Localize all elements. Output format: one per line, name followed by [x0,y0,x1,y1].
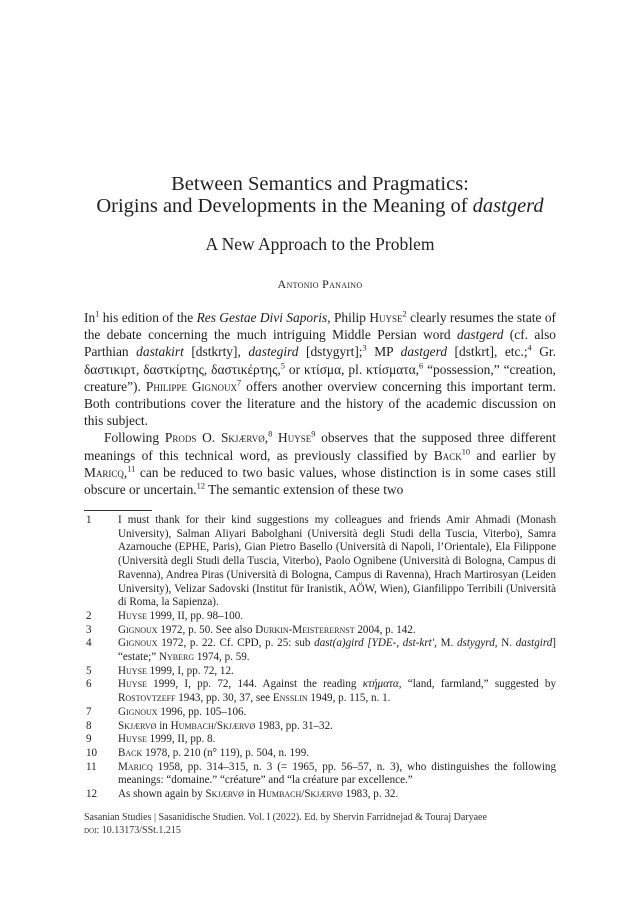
author-name: Humbach/Skjærvø [258,788,343,801]
italic-term: dastgerd [400,344,448,360]
author-name: Maricq [118,760,153,773]
journal-citation: Sasanian Studies | Sasanidische Studien. Vol. I (2022). Ed. by Shervin Farridnejad & Touraj Daryaee [84,812,487,823]
text: As shown again by [118,788,206,801]
page-footer [84,811,487,837]
text: ] “estate;” [118,637,556,664]
text: can be reduced to two basic values, whose distinction is in some cases still obscure or uncertain. [84,464,556,498]
text: 1943, pp. 30, 37, see [175,692,273,705]
text: 1949, p. 115, n. 1. [307,692,391,705]
footnote-text [118,788,556,802]
author-name: Prods O. Skjærvø [164,430,265,446]
text: clearly resumes the state of the debate concerning the much intriguing Middle Persian word [84,310,556,343]
text: The semantic extension of these two [204,482,404,498]
author-name: Huyse [118,678,147,691]
italic-term: dstygyrd [456,637,495,650]
text: 1999, II, pp. 8. [146,733,216,746]
author-name: Gignoux [118,637,158,650]
footnote-text [118,665,556,679]
text: 1972, p. 22. Cf. CPD, p. 25: sub [157,637,315,650]
italic-term: κτήματα [362,678,399,691]
footnote-number: 1 [86,514,92,526]
author: Antonio Panaino [277,277,363,291]
author-name: Gignoux [118,623,158,636]
footnote-text [118,514,556,610]
footnote-text [118,610,556,624]
footnote-number: 8 [86,719,92,732]
footnote-number: 7 [86,705,92,718]
footnote-number: 2 [86,609,92,622]
author-name: Huyse [118,733,147,746]
footnote-7 [84,706,556,720]
text: 1983, p. 32. [342,788,399,801]
footnote-12 [84,788,556,802]
text: Gr. δαστικιρτ, δαστκίρτης, δαστικέρτης, [84,344,556,377]
footnote-text [118,706,556,720]
text: [dstygyrt]; [298,344,363,360]
title-italic-term: dastgerd [472,195,544,217]
doi-value[interactable]: : 10.13173/SSt.1.215 [96,825,181,836]
author-name: Skjærvø [118,719,157,732]
footnote-8 [84,720,556,734]
author-name: Humbach/Skjærvø [170,719,256,732]
body-text [84,309,556,498]
title-line-2 [0,195,640,217]
text: 1958, pp. 314–315, n. 3 (= 1965, pp. 56–57, n. 3), who distinguishes the following meanings: “domaine.” “créature” and “la créature par excellence.” [118,760,556,787]
italic-term: dastgerd [457,327,504,343]
footnote-number: 10 [86,746,98,759]
text: 1999, I, pp. 72, 144. Against the reading [146,678,363,691]
text: 1999, I, pp. 72, 12. [146,664,234,677]
text: 1974, p. 59. [194,651,250,664]
text: and earlier by [470,447,556,463]
footnote-9 [84,733,556,747]
footnote-ref-7[interactable]: 7 [237,378,242,388]
footnote-11 [84,761,556,788]
italic-term: dastegird [248,344,299,360]
footnote-text [118,720,556,734]
author-name: Huyse [118,664,147,677]
footnote-ref-9[interactable]: 9 [311,429,316,439]
subtitle: A New Approach to the Problem [205,234,435,254]
footnote-ref-3[interactable]: 3 [362,343,367,353]
text: 1999, II, pp. 98–100. [146,609,244,622]
italic-title: Res Gestae Divi Saporis [196,310,328,325]
author-name: Skjærvø [205,788,244,801]
author-name: Maricq [84,464,124,480]
footnote-ref-5[interactable]: 5 [280,361,285,371]
text: 1972, p. 50. See also [157,623,256,636]
footnotes [84,514,556,802]
italic-term: dastgird [515,637,553,650]
footnote-ref-8[interactable]: 8 [268,429,273,439]
footnote-text [118,733,556,747]
doi-label: doi [84,825,97,836]
author-name: Back [433,447,462,463]
footnote-number: 12 [86,788,98,801]
footnote-text [118,624,556,638]
footnote-text [118,761,556,788]
footnote-ref-6[interactable]: 6 [419,361,424,371]
footnote-ref-2[interactable]: 2 [402,309,407,319]
text: in [156,719,171,732]
footnote-separator [84,510,152,511]
author-name: Gignoux [118,705,158,718]
title-line-1: Between Semantics and Pragmatics: [171,173,469,195]
text: MP [366,344,401,360]
text: his edition of the [99,310,197,325]
author-name: Huyse [118,609,147,622]
footnote-ref-1[interactable]: 1 [95,309,100,319]
author-name: Durkin-Meisterernst [255,623,355,636]
text: Following [104,430,165,446]
footnote-ref-12[interactable]: 12 [196,481,205,491]
author-name: Huyse [278,430,312,446]
text: , N. [494,637,516,650]
footnote-text [118,678,556,705]
author-name: Huyse [369,310,403,325]
text: 1983, pp. 31–32. [255,719,333,732]
footnote-number: 9 [86,733,92,746]
text: or κτίσμα, pl. κτίσματα, [284,361,420,377]
footnote-number: 4 [86,637,92,650]
author-name: Rostovtzeff [118,692,176,705]
footnote-10 [84,747,556,761]
footnote-6 [84,678,556,705]
text: I must thank for their kind suggestions my colleagues and friends Amir Ahmadi (Monash University), Salman Aliyari Babolghani (Università degli Studi della Tuscia, Viterbo), Samra Azarnouche (EPHE, Paris), Gian Pietro Basello (Università di Napoli, l’Orientale), Ela Filippone (Università degli Studi della Tuscia, Viterbo), Paolo Ognibene (Università di Bologna, Campus di Ravenna), Andrea Piras (Università di Bologna, Campus di Ravenna), Hrach Martirosyan (Leiden University), Velizar Sadovski (Institut für Iranistik, AÖW, Wien), Gianfilippo Terribili (Università di Roma, la Sapienza). [118,514,556,609]
footnote-ref-10[interactable]: 10 [461,447,471,457]
text: 1996, pp. 105–106. [157,705,247,718]
text: offers another overview concerning this important term. Both contributions cover the literature and the history of the academic discussion on this subject. [84,378,556,429]
text: , [123,464,128,480]
footnote-2 [84,610,556,624]
text: 1978, p. 210 (n° 119), p. 504, n. 199. [142,746,310,759]
footnote-text [118,637,556,664]
footnote-number: 3 [86,623,92,636]
paragraph-1 [84,309,556,429]
paragraph-2 [84,429,556,498]
italic-term: dastakirt [136,344,184,360]
text: 2004, p. 142. [354,623,416,636]
footnote-number: 5 [86,664,92,677]
author-name: Philippe Gignoux [145,378,237,394]
text: (cf. also Parthian [84,327,556,360]
author-name: Ensslin [272,692,308,705]
text: , “land, farmland,” suggested by [398,678,556,691]
footnote-number: 11 [86,760,97,773]
footnote-1 [84,514,556,610]
text: in [243,788,259,801]
footnote-ref-4[interactable]: 4 [527,343,532,353]
footnote-text [118,747,556,761]
text: “possession,” “creation, creature”). [84,361,556,394]
text: observes that the supposed three different meanings of this technical word, as previously classified by [84,430,556,463]
author-name: Back [118,746,143,759]
text: , [264,430,269,446]
text: , Philip [327,310,370,325]
doi-line [84,824,487,837]
text: [dstkrty], [183,344,249,360]
footnote-5 [84,665,556,679]
footnote-4 [84,637,556,664]
footnote-ref-11[interactable]: 11 [127,464,136,474]
text: M. [440,637,457,650]
text: In [84,310,96,325]
italic-term: dast(a)gird [YDE-, dst-krt', [314,637,441,650]
text: [dstkrt], etc.; [447,344,528,360]
title-line-2-text: Origins and Developments in the Meaning of [96,195,473,217]
footnote-3 [84,624,556,638]
author-name: Nyberg [158,651,195,664]
footnote-number: 6 [86,678,92,691]
